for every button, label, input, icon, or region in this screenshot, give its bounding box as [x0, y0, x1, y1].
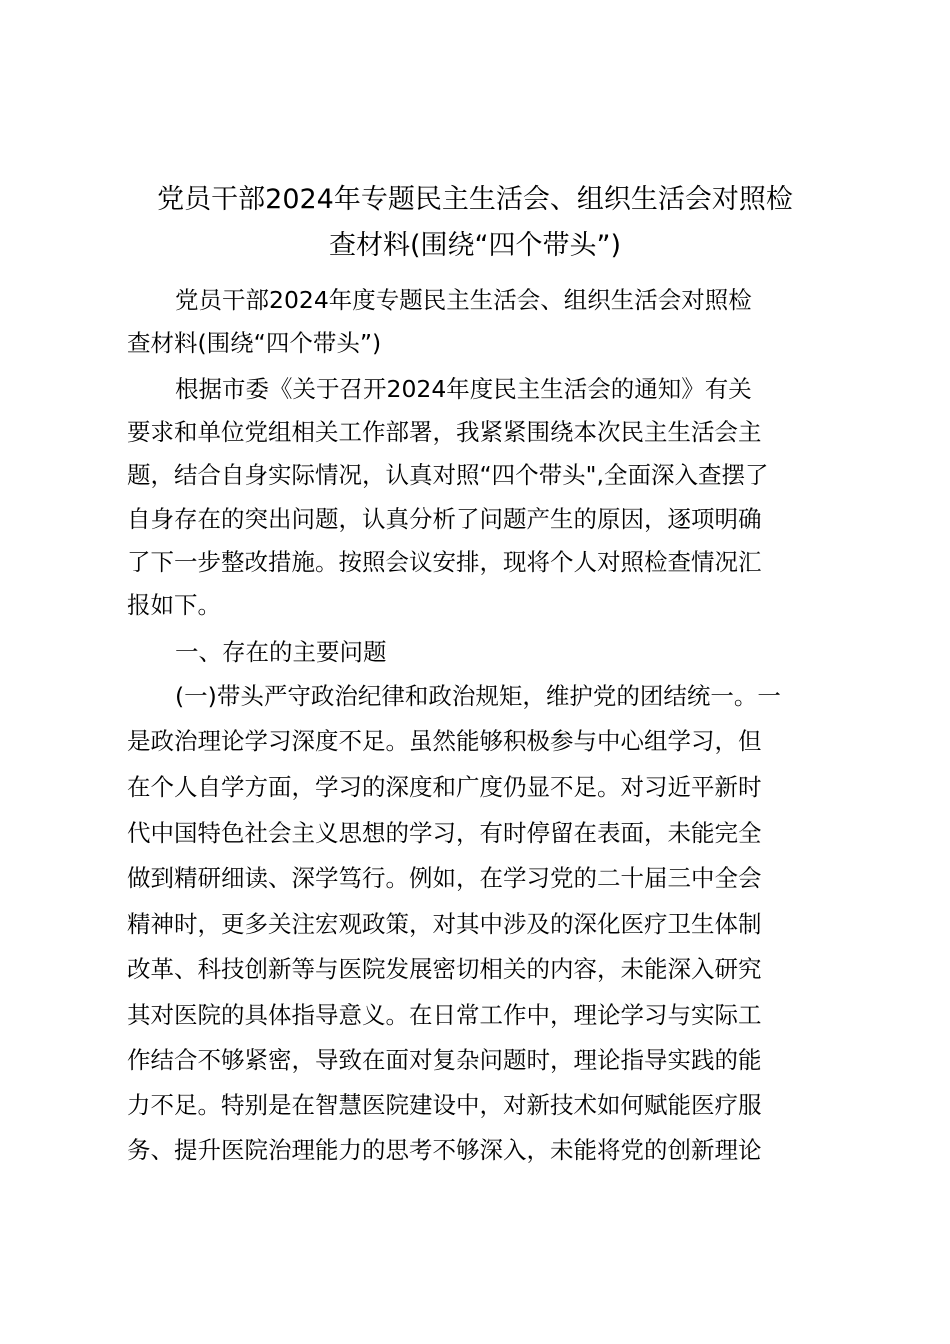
paragraph-line: 改革、科技创新等与医院发展密切相关的内容，未能深入研究 [127, 955, 762, 983]
paragraph-line: 代中国特色社会主义思想的学习，有时停留在表面，未能完全 [127, 819, 762, 847]
document-title-line-2: 查材料(围绕“四个带头”) [328, 230, 622, 261]
paragraph-line: 力不足。特别是在智慧医院建设中，对新技术如何赋能医疗服 [127, 1091, 762, 1119]
paragraph-line: 自身存在的突出问题，认真分析了问题产生的原因，逐项明确 [127, 505, 762, 533]
paragraph-line: (一)带头严守政治纪律和政治规矩，维护党的团结统一。一 [175, 682, 781, 710]
paragraph-line: 做到精研细读、深学笃行。例如，在学习党的二十届三中全会 [127, 864, 762, 892]
paragraph-line: 务、提升医院治理能力的思考不够深入，未能将党的创新理论 [127, 1136, 762, 1164]
paragraph-line: 是政治理论学习深度不足。虽然能够积极参与中心组学习，但 [127, 727, 762, 755]
paragraph-line: 其对医院的具体指导意义。在日常工作中，理论学习与实际工 [127, 1001, 762, 1029]
document-title-line-1: 党员干部2024年专题民主生活会、组织生活会对照检 [157, 184, 793, 215]
paragraph-line: 题，结合自身实际情况，认真对照“四个带头",全面深入查摆了 [127, 461, 769, 489]
paragraph-line: 在个人自学方面，学习的深度和广度仍显不足。对习近平新时 [127, 773, 762, 801]
subtitle-line-1: 党员干部2024年度专题民主生活会、组织生活会对照检 [175, 286, 752, 314]
paragraph-line: 作结合不够紧密，导致在面对复杂问题时，理论指导实践的能 [127, 1046, 762, 1074]
subtitle-line-2: 查材料(围绕“四个带头”) [127, 329, 382, 357]
paragraph-line: 精神时，更多关注宏观政策，对其中涉及的深化医疗卫生体制 [127, 910, 762, 938]
paragraph-line: 要求和单位党组相关工作部署，我紧紧围绕本次民主生活会主 [127, 418, 762, 446]
paragraph-line: 报如下。 [127, 591, 221, 619]
paragraph-line: 根据市委《关于召开2024年度民主生活会的通知》有关 [175, 375, 752, 403]
paragraph-line: 了下一步整改措施。按照会议安排，现将个人对照检查情况汇 [127, 548, 762, 576]
section-heading: 一、存在的主要问题 [175, 638, 387, 666]
